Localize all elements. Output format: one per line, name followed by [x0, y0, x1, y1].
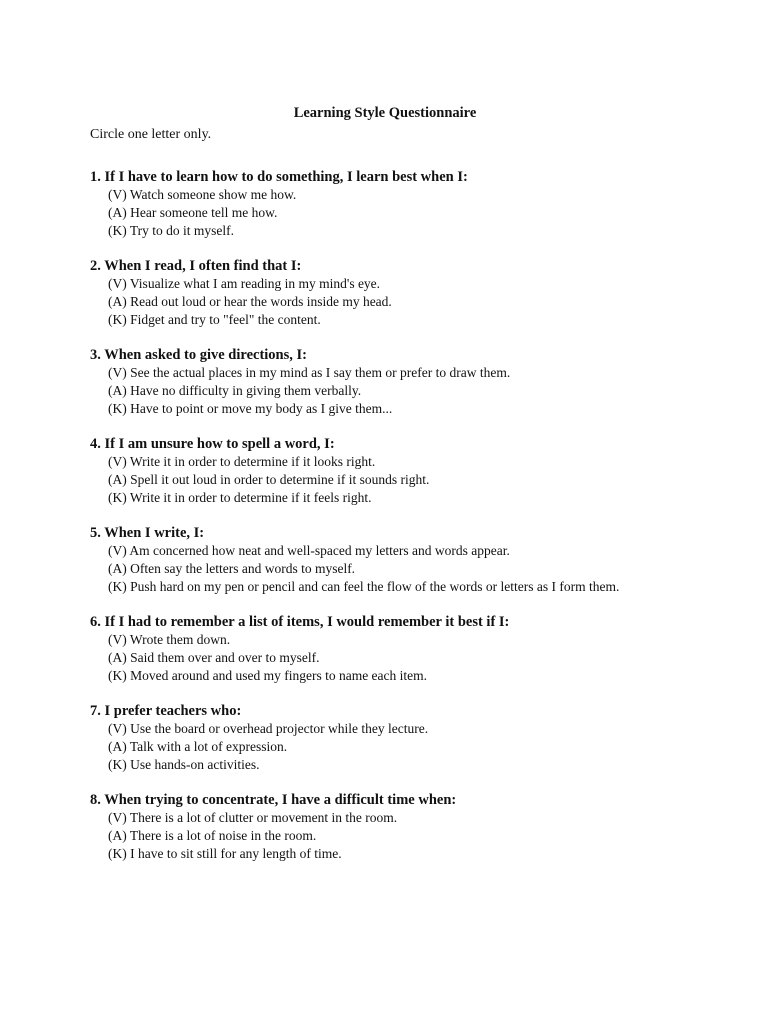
- question-1: [90, 168, 650, 240]
- option-v[interactable]: (V) Visualize what I am reading in my mind's eye.: [108, 276, 381, 291]
- question-3: [90, 346, 650, 418]
- option-list: [90, 631, 650, 685]
- option-list: [90, 542, 650, 596]
- option-list: [90, 275, 650, 329]
- question-text: 2. When I read, I often find that I:: [90, 258, 302, 274]
- option-v[interactable]: (V) Use the board or overhead projector while they lecture.: [108, 721, 429, 736]
- option-k[interactable]: (K) Have to point or move my body as I give them...: [108, 401, 393, 416]
- option-k[interactable]: (K) Fidget and try to "feel" the content.: [108, 312, 321, 327]
- option-a[interactable]: (A) Spell it out loud in order to determine if it sounds right.: [108, 472, 430, 487]
- option-v[interactable]: (V) Watch someone show me how.: [108, 187, 297, 202]
- option-v[interactable]: (V) There is a lot of clutter or movement in the room.: [108, 810, 398, 825]
- question-text: 1. If I have to learn how to do something, I learn best when I:: [90, 169, 468, 185]
- instructions: Circle one letter only.: [90, 127, 212, 142]
- question-text: 6. If I had to remember a list of items, I would remember it best if I:: [90, 614, 510, 630]
- question-5: [90, 524, 650, 596]
- question-4: [90, 435, 650, 507]
- option-list: [90, 186, 650, 240]
- question-text: 7. I prefer teachers who:: [90, 703, 242, 719]
- option-a[interactable]: (A) Often say the letters and words to myself.: [108, 561, 356, 576]
- question-7: [90, 702, 650, 774]
- option-list: [90, 453, 650, 507]
- question-8: [90, 791, 650, 863]
- option-v[interactable]: (V) Wrote them down.: [108, 632, 231, 647]
- option-a[interactable]: (A) Read out loud or hear the words inside my head.: [108, 294, 392, 309]
- option-list: [90, 809, 650, 863]
- question-text: 5. When I write, I:: [90, 525, 205, 541]
- question-text: 8. When trying to concentrate, I have a difficult time when:: [90, 792, 457, 808]
- option-a[interactable]: (A) Said them over and over to myself.: [108, 650, 320, 665]
- question-6: [90, 613, 650, 685]
- option-a[interactable]: (A) Hear someone tell me how.: [108, 205, 278, 220]
- question-text: 4. If I am unsure how to spell a word, I:: [90, 436, 335, 452]
- question-2: [90, 257, 650, 329]
- option-v[interactable]: (V) See the actual places in my mind as I say them or prefer to draw them.: [108, 365, 511, 380]
- option-k[interactable]: (K) Push hard on my pen or pencil and can feel the flow of the words or letters as I form them.: [108, 579, 620, 594]
- question-text: 3. When asked to give directions, I:: [90, 347, 307, 363]
- option-k[interactable]: (K) Use hands-on activities.: [108, 757, 260, 772]
- option-list: [90, 720, 650, 774]
- option-v[interactable]: (V) Write it in order to determine if it looks right.: [108, 454, 376, 469]
- option-k[interactable]: (K) I have to sit still for any length of time.: [108, 846, 342, 861]
- option-k[interactable]: (K) Moved around and used my fingers to name each item.: [108, 668, 428, 683]
- option-k[interactable]: (K) Try to do it myself.: [108, 223, 235, 238]
- option-a[interactable]: (A) Talk with a lot of expression.: [108, 739, 288, 754]
- question-list: [90, 168, 650, 880]
- page-title: Learning Style Questionnaire: [293, 105, 477, 121]
- option-a[interactable]: (A) Have no difficulty in giving them verbally.: [108, 383, 362, 398]
- option-k[interactable]: (K) Write it in order to determine if it feels right.: [108, 490, 372, 505]
- option-v[interactable]: (V) Am concerned how neat and well-spaced my letters and words appear.: [108, 543, 510, 558]
- option-list: [90, 364, 650, 418]
- option-a[interactable]: (A) There is a lot of noise in the room.: [108, 828, 317, 843]
